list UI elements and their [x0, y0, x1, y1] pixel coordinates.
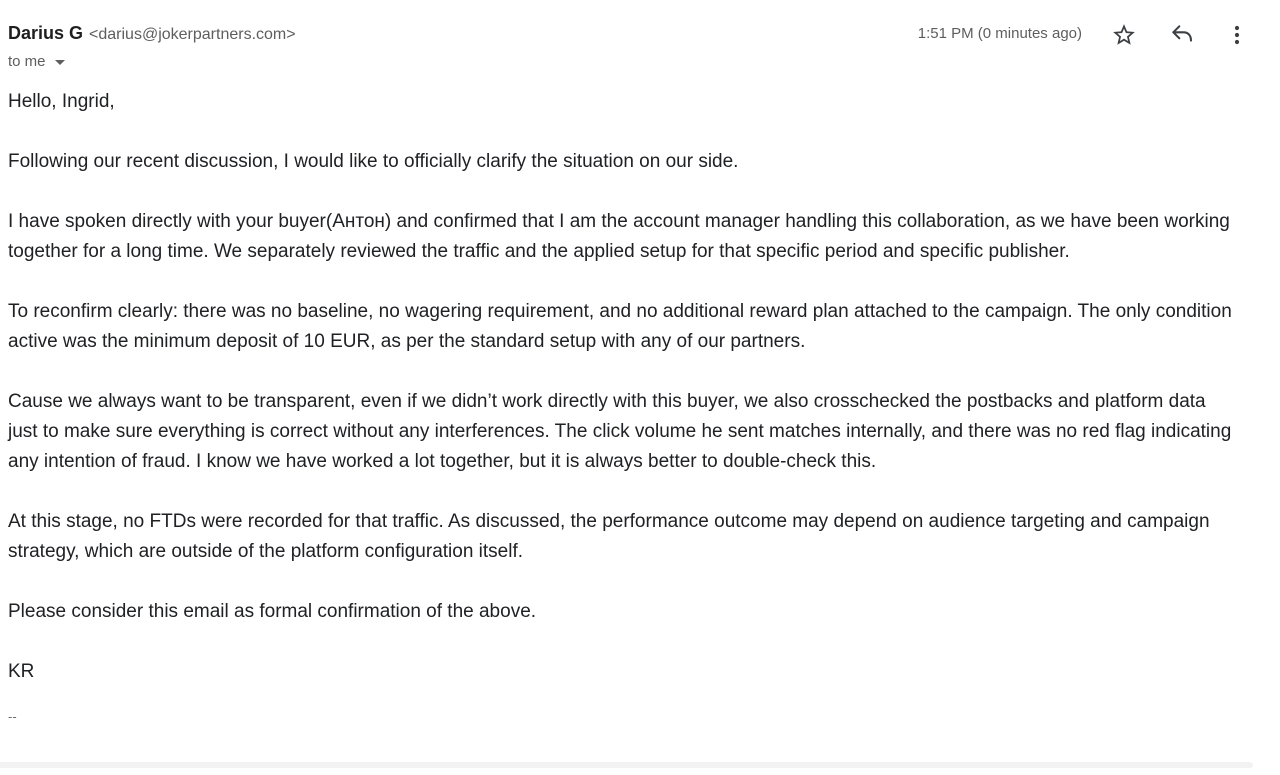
- body-paragraph: Please consider this email as formal confirmation of the above.: [8, 601, 537, 622]
- chevron-down-icon: [55, 60, 65, 65]
- body-paragraph: To reconfirm clearly: there was no baseline, no wagering requirement, and no additional reward plan attached to the campaign. The only condition active was the minimum deposit of 10 EUR, as per the standard setup with any of our partners.: [8, 301, 1232, 352]
- bottom-divider: [0, 762, 1253, 768]
- star-button[interactable]: [1108, 19, 1140, 51]
- email-header: [0, 0, 1280, 80]
- recipient-dropdown[interactable]: [8, 53, 65, 70]
- body-paragraph: At this stage, no FTDs were recorded for that traffic. As discussed, the performance outcome may depend on audience targeting and campaign strategy, which are outside of the platform configuration itself.: [8, 511, 1210, 562]
- greeting-paragraph: Hello, Ingrid,: [8, 91, 115, 112]
- vertical-dots-icon: [1225, 23, 1249, 47]
- sender-line: [8, 23, 296, 44]
- reply-button[interactable]: [1166, 19, 1198, 51]
- sender-email: <darius@jokerpartners.com>: [89, 26, 296, 43]
- signoff: KR: [8, 661, 35, 682]
- email-body: [8, 87, 1240, 725]
- sender-name: Darius G: [8, 23, 84, 43]
- signature-delimiter: --: [8, 709, 17, 724]
- more-options-button[interactable]: [1221, 19, 1253, 51]
- recipient-label: to me: [8, 53, 46, 70]
- star-outline-icon: [1111, 22, 1137, 48]
- reply-arrow-icon: [1169, 22, 1195, 48]
- body-paragraph: Cause we always want to be transparent, even if we didn’t work directly with this buyer, we also crosschecked the postbacks and platform data just to make sure everything is correct without any interferences. The click volume he sent matches internally, and there was no red flag indicating any intention of fraud. I know we have worked a lot together, but it is always better to double-check this.: [8, 391, 1232, 472]
- message-timestamp: 1:51 PM (0 minutes ago): [917, 25, 1082, 42]
- body-paragraph: Following our recent discussion, I would like to officially clarify the situation on our side.: [8, 151, 739, 172]
- body-paragraph: I have spoken directly with your buyer(Антон) and confirmed that I am the account manager handling this collaboration, as we have been working together for a long time. We separately reviewed the traffic and the applied setup for that specific period and specific publisher.: [8, 211, 1230, 262]
